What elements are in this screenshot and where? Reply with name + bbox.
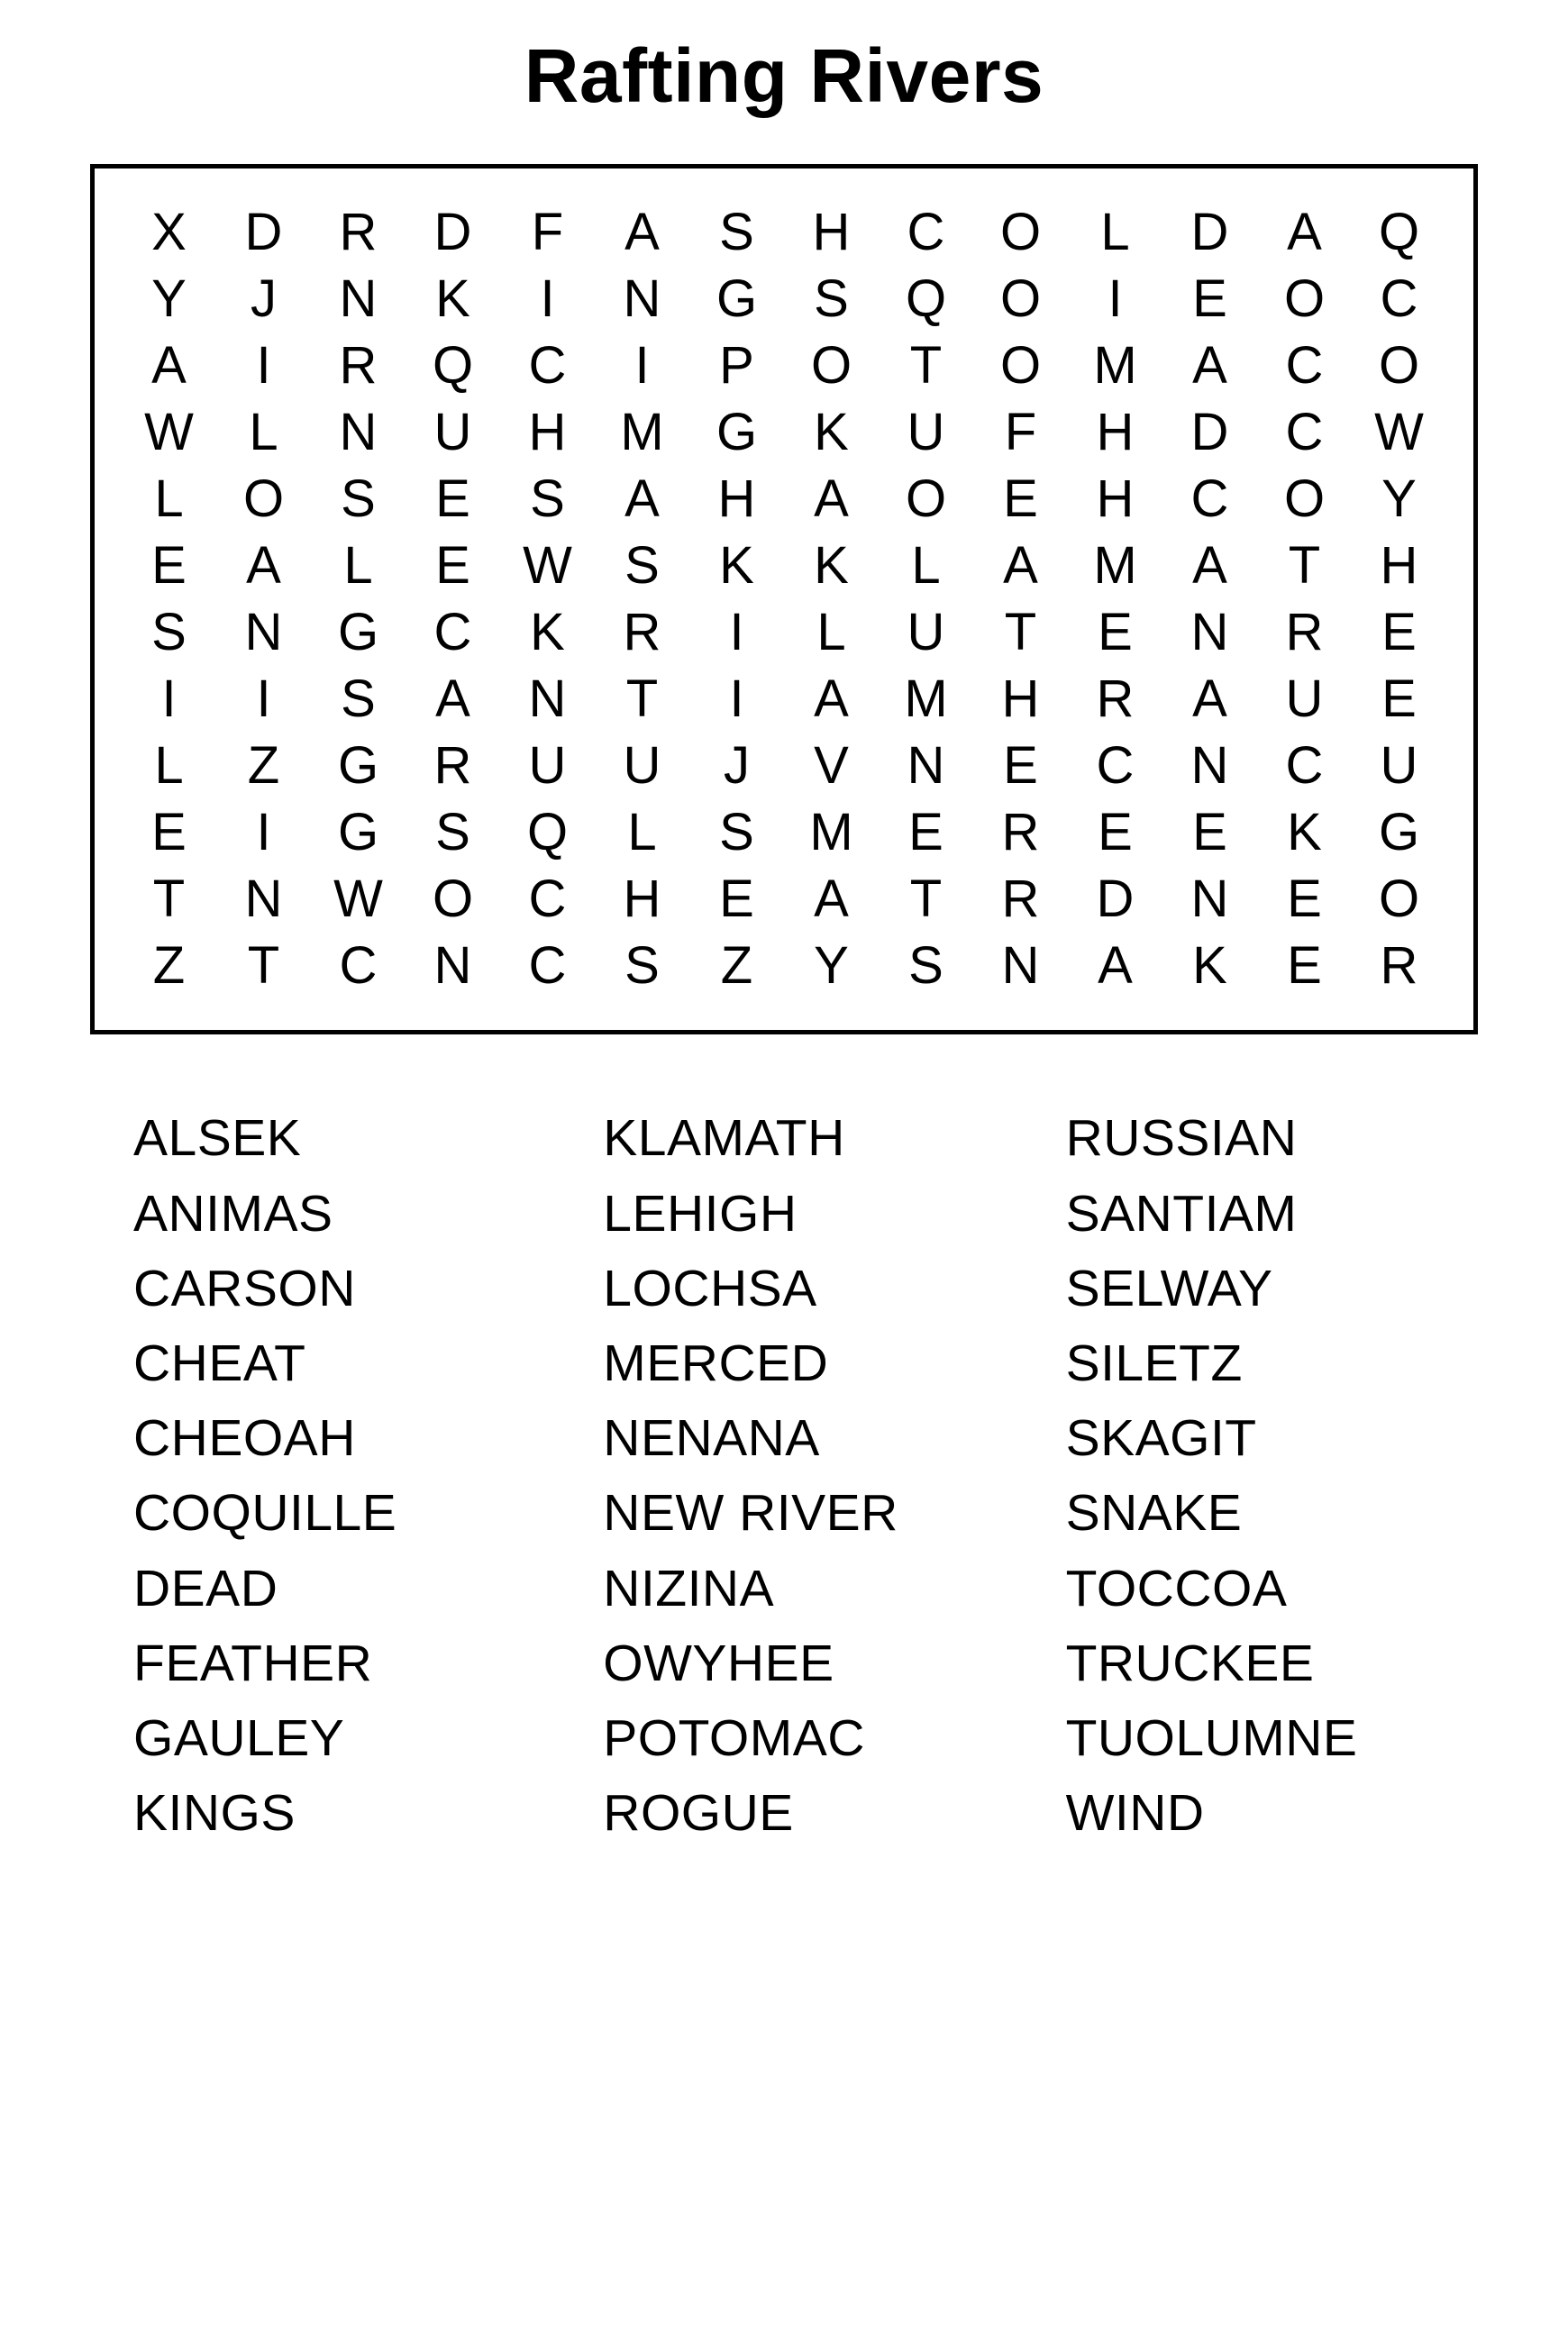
- letter-cell[interactable]: J: [251, 269, 277, 329]
- word-list-item[interactable]: NENANA: [603, 1409, 820, 1468]
- word-list-column-1: [133, 1101, 581, 1851]
- letter-cell[interactable]: Y: [151, 269, 187, 329]
- letter-cell[interactable]: M: [1093, 536, 1137, 596]
- letter-cell[interactable]: N: [1190, 736, 1229, 796]
- word-list-item[interactable]: SILETZ: [1065, 1334, 1243, 1393]
- letter-cell[interactable]: Q: [1378, 203, 1420, 262]
- letter-cell[interactable]: R: [623, 603, 661, 662]
- letter-cell[interactable]: I: [540, 269, 555, 329]
- letter-cell[interactable]: D: [433, 203, 472, 262]
- letter-cell[interactable]: H: [812, 203, 851, 262]
- letter-cell[interactable]: S: [719, 803, 754, 862]
- letter-cell[interactable]: A: [1098, 936, 1133, 996]
- letter-cell[interactable]: E: [908, 803, 944, 862]
- letter-cell[interactable]: L: [343, 536, 373, 596]
- letter-grid-row: [122, 399, 1446, 466]
- word-list-item[interactable]: ROGUE: [603, 1784, 794, 1843]
- letter-cell[interactable]: K: [1287, 803, 1322, 862]
- letter-cell[interactable]: S: [719, 203, 754, 262]
- letter-grid-row: [122, 266, 1446, 332]
- letter-cell[interactable]: T: [625, 670, 659, 729]
- letter-grid-row: [122, 199, 1446, 266]
- letter-grid-row: [122, 332, 1446, 399]
- letter-cell[interactable]: A: [814, 870, 849, 929]
- letter-cell[interactable]: O: [1378, 870, 1420, 929]
- letter-cell[interactable]: E: [1003, 736, 1038, 796]
- letter-cell[interactable]: E: [1192, 269, 1227, 329]
- letter-cell[interactable]: E: [1098, 603, 1133, 662]
- letter-grid-row: [122, 466, 1446, 533]
- letter-cell[interactable]: Z: [247, 736, 280, 796]
- letter-cell[interactable]: O: [1283, 469, 1326, 529]
- letter-cell[interactable]: S: [341, 469, 376, 529]
- letter-grid-table: [122, 199, 1446, 999]
- letter-cell[interactable]: L: [816, 603, 846, 662]
- letter-cell[interactable]: U: [1380, 736, 1418, 796]
- letter-cell[interactable]: M: [904, 670, 948, 729]
- word-list-item[interactable]: COQUILLE: [133, 1484, 397, 1543]
- word-list-item[interactable]: SNAKE: [1065, 1484, 1243, 1543]
- letter-cell[interactable]: U: [433, 403, 472, 462]
- word-list-item[interactable]: DEAD: [133, 1559, 278, 1617]
- letter-cell[interactable]: C: [907, 203, 945, 262]
- letter-cell[interactable]: I: [729, 603, 744, 662]
- letter-grid-row: [122, 533, 1446, 599]
- letter-cell[interactable]: G: [337, 603, 379, 662]
- word-list-item[interactable]: CARSON: [133, 1259, 356, 1317]
- letter-cell[interactable]: E: [1381, 603, 1417, 662]
- word-list-item[interactable]: KINGS: [133, 1784, 296, 1843]
- letter-cell[interactable]: S: [530, 469, 565, 529]
- letter-cell[interactable]: S: [624, 536, 660, 596]
- letter-cell[interactable]: E: [435, 536, 470, 596]
- letter-cell[interactable]: A: [1192, 670, 1227, 729]
- letter-cell[interactable]: I: [256, 803, 271, 862]
- word-list-item[interactable]: ALSEK: [133, 1109, 302, 1168]
- letter-cell[interactable]: C: [1190, 469, 1229, 529]
- letter-cell[interactable]: H: [1096, 403, 1135, 462]
- letter-cell[interactable]: C: [528, 936, 567, 996]
- letter-cell[interactable]: T: [909, 870, 943, 929]
- letter-cell[interactable]: E: [435, 469, 470, 529]
- letter-cell[interactable]: H: [717, 469, 756, 529]
- letter-grid-row: [122, 599, 1446, 666]
- letter-cell[interactable]: W: [333, 870, 383, 929]
- letter-cell[interactable]: N: [907, 736, 945, 796]
- letter-cell[interactable]: U: [907, 403, 945, 462]
- letter-cell[interactable]: U: [623, 736, 661, 796]
- letter-cell[interactable]: C: [528, 336, 567, 396]
- word-list-item[interactable]: SELWAY: [1065, 1259, 1273, 1317]
- letter-cell[interactable]: A: [624, 469, 660, 529]
- letter-cell[interactable]: C: [1285, 736, 1324, 796]
- letter-cell[interactable]: T: [1288, 536, 1321, 596]
- word-list-item[interactable]: POTOMAC: [603, 1709, 865, 1768]
- letter-cell[interactable]: C: [1380, 269, 1418, 329]
- letter-cell[interactable]: E: [1003, 469, 1038, 529]
- letter-grid-body: [122, 199, 1446, 999]
- letter-cell[interactable]: A: [1192, 336, 1227, 396]
- letter-cell[interactable]: R: [1001, 803, 1040, 862]
- word-list-column-2: [581, 1101, 1029, 1851]
- letter-cell[interactable]: S: [435, 803, 470, 862]
- letter-cell[interactable]: M: [1093, 336, 1137, 396]
- word-list-item[interactable]: TRUCKEE: [1065, 1634, 1315, 1692]
- letter-cell[interactable]: R: [339, 203, 378, 262]
- word-list-item[interactable]: LOCHSA: [603, 1259, 817, 1317]
- letter-cell[interactable]: T: [909, 336, 943, 396]
- letter-cell[interactable]: T: [1004, 603, 1037, 662]
- letter-cell[interactable]: R: [1285, 603, 1324, 662]
- letter-cell[interactable]: X: [151, 203, 187, 262]
- letter-cell[interactable]: E: [1287, 870, 1322, 929]
- letter-cell[interactable]: I: [1108, 269, 1123, 329]
- letter-cell[interactable]: A: [1287, 203, 1322, 262]
- letter-cell[interactable]: D: [1190, 403, 1229, 462]
- letter-cell[interactable]: N: [339, 403, 378, 462]
- letter-cell[interactable]: D: [1096, 870, 1135, 929]
- letter-cell[interactable]: U: [907, 603, 945, 662]
- word-list-item[interactable]: FEATHER: [133, 1634, 373, 1692]
- letter-cell[interactable]: K: [814, 536, 849, 596]
- letter-cell[interactable]: N: [433, 936, 472, 996]
- letter-cell[interactable]: G: [337, 736, 379, 796]
- letter-cell[interactable]: I: [161, 670, 177, 729]
- letter-grid-row: [122, 666, 1446, 733]
- letter-cell[interactable]: N: [1190, 870, 1229, 929]
- letter-cell[interactable]: O: [242, 469, 285, 529]
- letter-cell[interactable]: L: [154, 736, 184, 796]
- letter-cell[interactable]: C: [1285, 336, 1324, 396]
- letter-cell[interactable]: C: [433, 603, 472, 662]
- letter-cell[interactable]: A: [151, 336, 187, 396]
- letter-cell[interactable]: D: [244, 203, 283, 262]
- letter-cell[interactable]: L: [249, 403, 278, 462]
- word-list-column-3: [1030, 1101, 1478, 1851]
- letter-cell[interactable]: A: [814, 670, 849, 729]
- letter-cell[interactable]: C: [1285, 403, 1324, 462]
- letter-cell[interactable]: O: [810, 336, 852, 396]
- letter-cell[interactable]: R: [433, 736, 472, 796]
- letter-cell[interactable]: H: [528, 403, 567, 462]
- letter-cell[interactable]: O: [905, 469, 947, 529]
- letter-cell[interactable]: V: [814, 736, 849, 796]
- letter-cell[interactable]: S: [151, 603, 187, 662]
- letter-cell[interactable]: E: [1287, 936, 1322, 996]
- letter-cell[interactable]: I: [634, 336, 650, 396]
- word-list-item[interactable]: MERCED: [603, 1334, 829, 1393]
- letter-cell[interactable]: C: [1096, 736, 1135, 796]
- letter-cell[interactable]: H: [623, 870, 661, 929]
- letter-cell[interactable]: S: [814, 269, 849, 329]
- letter-cell[interactable]: A: [1003, 536, 1038, 596]
- letter-cell[interactable]: C: [528, 870, 567, 929]
- letter-cell[interactable]: N: [244, 870, 283, 929]
- letter-cell[interactable]: A: [1192, 536, 1227, 596]
- letter-cell[interactable]: H: [1001, 670, 1040, 729]
- letter-cell[interactable]: J: [724, 736, 750, 796]
- letter-cell[interactable]: E: [719, 870, 754, 929]
- letter-cell[interactable]: C: [339, 936, 378, 996]
- letter-cell[interactable]: O: [1378, 336, 1420, 396]
- letter-cell[interactable]: H: [1380, 536, 1418, 596]
- word-list: [90, 1101, 1478, 1851]
- letter-cell[interactable]: L: [627, 803, 657, 862]
- letter-cell[interactable]: W: [1374, 403, 1424, 462]
- word-list-item[interactable]: CHEOAH: [133, 1409, 356, 1468]
- letter-cell[interactable]: N: [1190, 603, 1229, 662]
- letter-cell[interactable]: Z: [152, 936, 186, 996]
- letter-cell[interactable]: O: [999, 203, 1042, 262]
- letter-cell[interactable]: L: [911, 536, 941, 596]
- letter-cell[interactable]: I: [256, 670, 271, 729]
- letter-cell[interactable]: G: [716, 269, 758, 329]
- letter-cell[interactable]: S: [624, 936, 660, 996]
- letter-grid-row: [122, 733, 1446, 799]
- word-list-item[interactable]: SANTIAM: [1065, 1184, 1298, 1243]
- letter-cell[interactable]: O: [432, 870, 474, 929]
- letter-cell[interactable]: U: [1285, 670, 1324, 729]
- letter-cell[interactable]: Y: [1381, 469, 1417, 529]
- letter-cell[interactable]: K: [530, 603, 565, 662]
- letter-cell[interactable]: Y: [814, 936, 849, 996]
- letter-cell[interactable]: G: [337, 803, 379, 862]
- word-list-item[interactable]: RUSSIAN: [1065, 1109, 1298, 1168]
- letter-cell[interactable]: Q: [432, 336, 474, 396]
- letter-cell[interactable]: T: [247, 936, 280, 996]
- letter-cell[interactable]: M: [620, 403, 664, 462]
- word-list-item[interactable]: KLAMATH: [603, 1109, 845, 1168]
- letter-cell[interactable]: E: [151, 803, 187, 862]
- letter-cell[interactable]: F: [1004, 403, 1037, 462]
- letter-cell[interactable]: K: [435, 269, 470, 329]
- letter-cell[interactable]: K: [719, 536, 754, 596]
- word-search-grid[interactable]: [90, 164, 1478, 1034]
- letter-cell[interactable]: Q: [905, 269, 947, 329]
- letter-cell[interactable]: E: [1192, 803, 1227, 862]
- letter-cell[interactable]: D: [1190, 203, 1229, 262]
- letter-cell[interactable]: R: [1096, 670, 1135, 729]
- letter-cell[interactable]: N: [1001, 936, 1040, 996]
- letter-cell[interactable]: N: [528, 670, 567, 729]
- word-list-item[interactable]: NIZINA: [603, 1559, 775, 1617]
- word-list-item[interactable]: TOCCOA: [1065, 1559, 1288, 1617]
- letter-cell[interactable]: K: [814, 403, 849, 462]
- letter-cell[interactable]: L: [1100, 203, 1130, 262]
- letter-cell[interactable]: Q: [526, 803, 569, 862]
- letter-cell[interactable]: G: [1378, 803, 1420, 862]
- letter-cell[interactable]: L: [154, 469, 184, 529]
- letter-grid-row: [122, 799, 1446, 866]
- letter-cell[interactable]: A: [624, 203, 660, 262]
- letter-cell[interactable]: T: [152, 870, 186, 929]
- word-list-item[interactable]: GAULEY: [133, 1709, 345, 1768]
- letter-cell[interactable]: O: [1283, 269, 1326, 329]
- letter-cell[interactable]: N: [244, 603, 283, 662]
- letter-cell[interactable]: A: [814, 469, 849, 529]
- letter-cell[interactable]: R: [1001, 870, 1040, 929]
- letter-cell[interactable]: E: [1098, 803, 1133, 862]
- word-list-item[interactable]: OWYHEE: [603, 1634, 834, 1692]
- letter-cell[interactable]: K: [1192, 936, 1227, 996]
- letter-cell[interactable]: A: [246, 536, 281, 596]
- letter-cell[interactable]: G: [716, 403, 758, 462]
- letter-cell[interactable]: H: [1096, 469, 1135, 529]
- word-list-item[interactable]: LEHIGH: [603, 1184, 798, 1243]
- letter-cell[interactable]: W: [523, 536, 572, 596]
- letter-cell[interactable]: O: [999, 269, 1042, 329]
- word-list-item[interactable]: ANIMAS: [133, 1184, 333, 1243]
- letter-cell[interactable]: O: [999, 336, 1042, 396]
- word-list-item[interactable]: WIND: [1065, 1784, 1205, 1843]
- letter-cell[interactable]: E: [1381, 670, 1417, 729]
- word-list-item[interactable]: SKAGIT: [1065, 1409, 1257, 1468]
- letter-cell[interactable]: A: [435, 670, 470, 729]
- letter-cell[interactable]: R: [1380, 936, 1418, 996]
- letter-grid-row: [122, 933, 1446, 999]
- letter-cell[interactable]: E: [151, 536, 187, 596]
- letter-cell[interactable]: W: [144, 403, 194, 462]
- letter-cell[interactable]: F: [531, 203, 564, 262]
- letter-cell[interactable]: R: [339, 336, 378, 396]
- letter-cell[interactable]: I: [256, 336, 271, 396]
- letter-cell[interactable]: I: [729, 670, 744, 729]
- letter-cell[interactable]: P: [719, 336, 754, 396]
- letter-cell[interactable]: Z: [720, 936, 753, 996]
- letter-cell[interactable]: S: [908, 936, 944, 996]
- page-title: Rafting Rivers: [524, 33, 1044, 118]
- letter-cell[interactable]: M: [809, 803, 853, 862]
- word-list-item[interactable]: CHEAT: [133, 1334, 306, 1393]
- puzzle-page: [0, 34, 1568, 2341]
- letter-grid-row: [122, 866, 1446, 933]
- word-list-item[interactable]: NEW RIVER: [603, 1484, 898, 1543]
- letter-cell[interactable]: U: [528, 736, 567, 796]
- letter-cell[interactable]: S: [341, 670, 376, 729]
- letter-cell[interactable]: N: [339, 269, 378, 329]
- word-list-item[interactable]: TUOLUMNE: [1065, 1709, 1358, 1768]
- letter-cell[interactable]: N: [623, 269, 661, 329]
